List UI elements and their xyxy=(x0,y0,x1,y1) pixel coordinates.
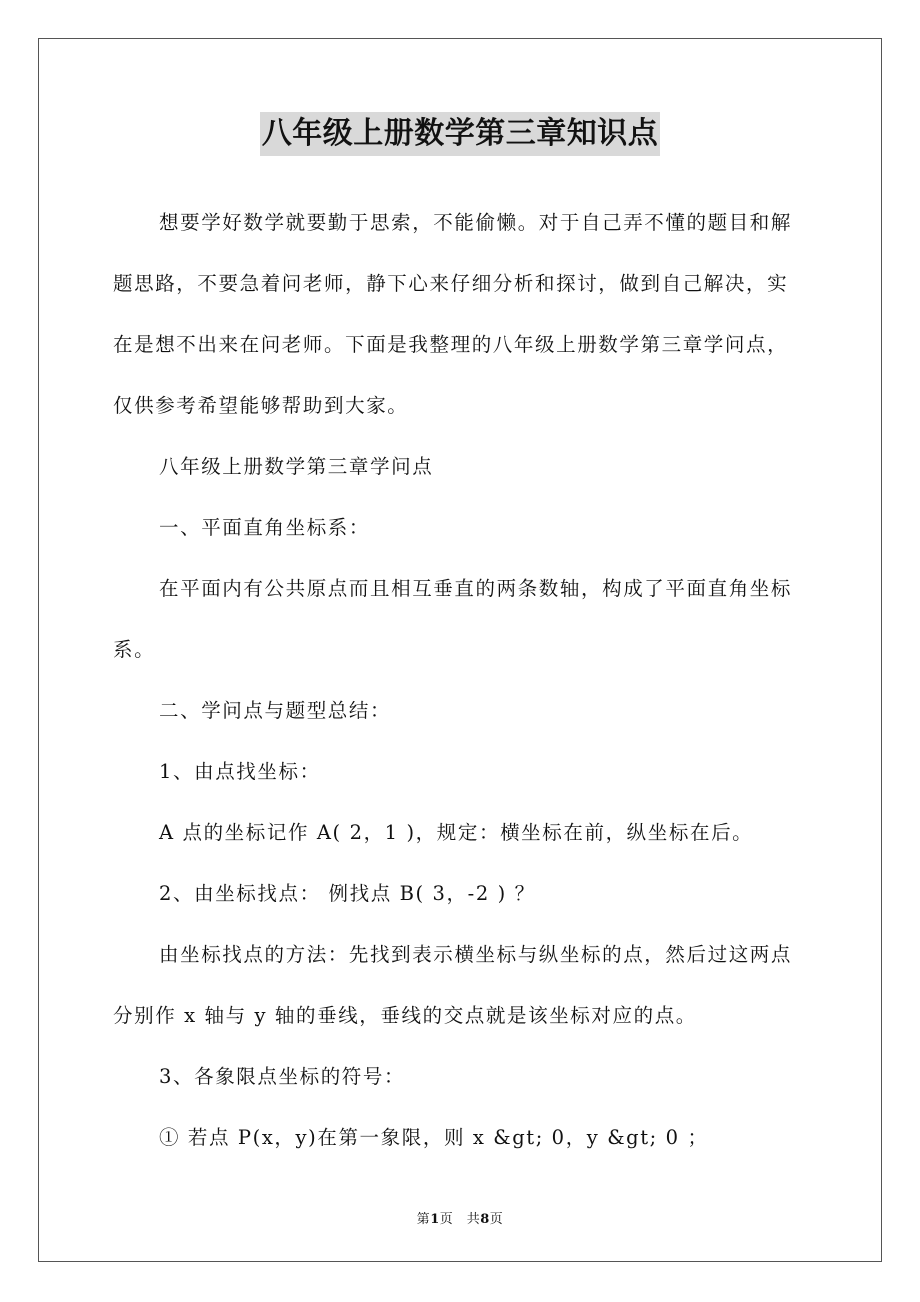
footer-prefix: 第 xyxy=(416,1212,431,1227)
paragraph-item-3-detail: ① 若点 P(x，y)在第一象限，则 x &gt; 0，y &gt; 0 ； xyxy=(159,1126,709,1149)
paragraph-item-2-detail: 由坐标找点的方法：先找到表示横坐标与纵坐标的点，然后过这两点分别作 x 轴与 y 轴的垂线，垂线的交点就是该坐标对应的点。 xyxy=(113,943,793,1027)
paragraph-item-2: 2、由坐标找点： 例找点 B( 3，-2 ) ？ xyxy=(159,882,536,905)
paragraph-definition: 在平面内有公共原点而且相互垂直的两条数轴，构成了平面直角坐标系。 xyxy=(113,577,793,661)
title-container xyxy=(0,112,920,156)
paragraph-section-heading: 八年级上册数学第三章学问点 xyxy=(159,455,434,478)
footer-current-page: 1 xyxy=(430,1212,440,1227)
paragraph-intro: 想要学好数学就要勤于思索，不能偷懒。对于自己弄不懂的题目和解题思路，不要急着问老师，静下心来仔细分析和探讨，做到自己解决，实在是想不出来在问老师。下面是我整理的八年级上册数学第三章学问点，仅供参考希望能够帮助到大家。 xyxy=(113,211,793,417)
footer-mid: 页 共 xyxy=(439,1212,481,1227)
paragraph-heading-1: 一、平面直角坐标系： xyxy=(159,516,371,539)
footer-suffix: 页 xyxy=(489,1212,504,1227)
paragraph-item-3: 3、各象限点坐标的符号： xyxy=(159,1065,406,1088)
paragraph-item-1: 1、由点找坐标： xyxy=(159,760,321,783)
page-footer xyxy=(0,1208,920,1227)
paragraph-item-1-detail: A 点的坐标记作 A( 2，1 )，规定：横坐标在前，纵坐标在后。 xyxy=(159,821,754,844)
footer-total-pages: 8 xyxy=(480,1212,490,1227)
document-body xyxy=(113,192,807,1168)
paragraph-heading-2: 二、学问点与题型总结： xyxy=(159,699,392,722)
document-title: 八年级上册数学第三章知识点 xyxy=(260,112,661,156)
